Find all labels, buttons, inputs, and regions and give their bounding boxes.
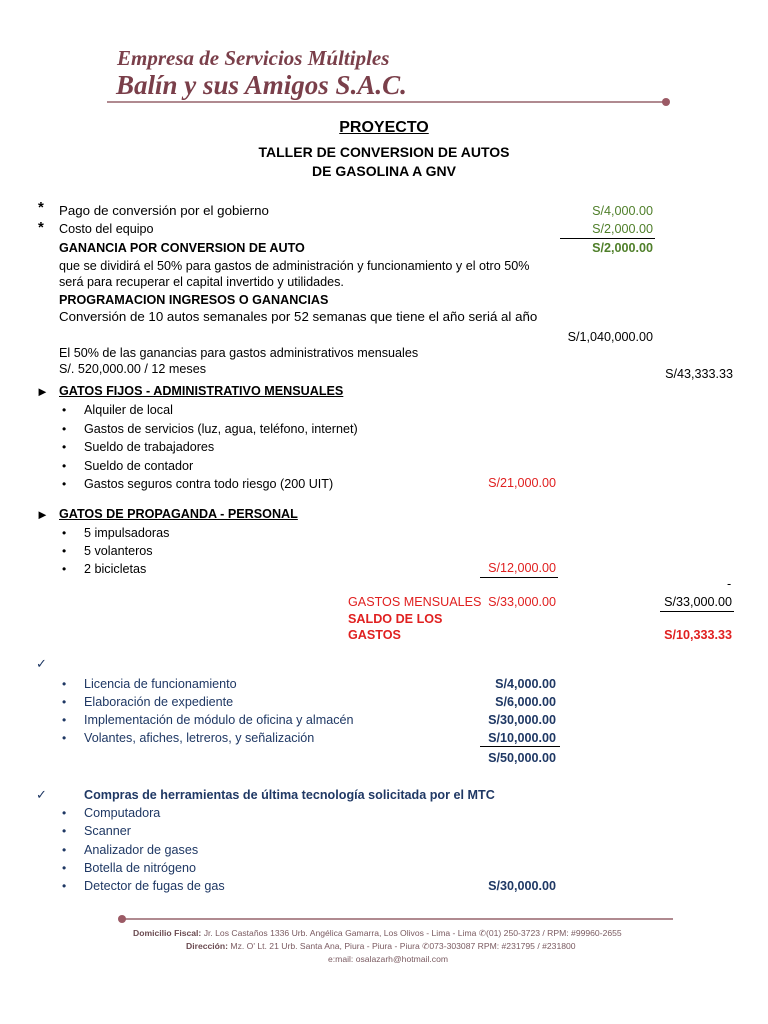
footer-domicilio bbox=[133, 928, 622, 939]
gastos-fijos-total: S/21,000.00 bbox=[488, 476, 556, 490]
inversion-total: S/50,000.00 bbox=[488, 751, 556, 765]
inversion-item-value: S/30,000.00 bbox=[488, 713, 556, 727]
gastos-mensuales-right: S/33,000.00 bbox=[664, 595, 732, 609]
bullet-icon: • bbox=[62, 440, 67, 454]
gastos-propaganda-item: 2 bicicletas bbox=[84, 562, 147, 576]
bullet-icon: • bbox=[62, 713, 67, 727]
ganancia-value: S/2,000.00 bbox=[592, 241, 653, 255]
gastos-right-underline bbox=[660, 611, 734, 612]
footer-direccion-label: Dirección: bbox=[186, 941, 229, 951]
ganancia-label: GANANCIA POR CONVERSION DE AUTO bbox=[59, 241, 305, 255]
ganancia-text-1: que se dividirá el 50% para gastos de administración y funcionamiento y el otro 50% bbox=[59, 259, 530, 273]
gastos-fijos-item: Gastos de servicios (luz, agua, teléfono, internet) bbox=[84, 421, 358, 436]
inversion-item-label: Elaboración de expediente bbox=[84, 695, 234, 709]
saldo-value: S/10,333.33 bbox=[664, 628, 732, 642]
bullet-icon: • bbox=[62, 879, 67, 894]
gastos-propaganda-item: 5 impulsadoras bbox=[84, 526, 170, 540]
mitad-value: S/43,333.33 bbox=[665, 367, 733, 381]
gastos-fijos-item: Sueldo de trabajadores bbox=[84, 440, 215, 454]
programacion-label: PROGRAMACION INGRESOS O GANANCIAS bbox=[59, 293, 329, 307]
saldo-label-1: SALDO DE LOS bbox=[348, 612, 443, 626]
costo-label: Costo del equipo bbox=[59, 222, 154, 236]
bullet-icon: • bbox=[62, 477, 67, 491]
gastos-fijos-item: Gastos seguros contra todo riesgo (200 UIT) bbox=[84, 477, 334, 491]
check-icon: ✓ bbox=[36, 787, 47, 802]
costo-underline bbox=[560, 238, 655, 239]
mitad-text: El 50% de las ganancias para gastos administrativos mensuales bbox=[59, 346, 419, 360]
compras-item: Botella de nitrógeno bbox=[84, 860, 197, 875]
bullet-icon: • bbox=[62, 695, 67, 709]
inversion-item-value: S/10,000.00 bbox=[488, 731, 556, 745]
bullet-icon: • bbox=[62, 824, 67, 839]
gastos-propaganda-item: 5 volanteros bbox=[84, 544, 153, 558]
mitad-calc: S/. 520,000.00 / 12 meses bbox=[59, 362, 207, 376]
dash-mark: - bbox=[727, 577, 732, 591]
header-rule bbox=[107, 101, 665, 103]
pago-value: S/4,000.00 bbox=[592, 204, 653, 218]
gastos-propaganda-total: S/12,000.00 bbox=[488, 561, 556, 575]
arrow-marker: ► bbox=[36, 507, 49, 522]
gastos-mensuales-label: GASTOS MENSUALES bbox=[348, 595, 482, 609]
star-marker: * bbox=[38, 199, 44, 216]
bullet-icon: • bbox=[62, 860, 67, 875]
saldo-label-2: GASTOS bbox=[348, 628, 401, 642]
bullet-icon: • bbox=[62, 458, 67, 473]
propaganda-underline bbox=[480, 577, 558, 578]
footer-rule-dot bbox=[118, 915, 126, 923]
compras-item: Analizador de gases bbox=[84, 842, 199, 857]
bullet-icon: • bbox=[62, 403, 67, 417]
footer-direccion-text: Mz. O' Lt. 21 Urb. Santa Ana, Piura - Piura - Piura bbox=[230, 941, 420, 951]
pago-label: Pago de conversión por el gobierno bbox=[59, 203, 269, 218]
gastos-fijos-item: Sueldo de contador bbox=[84, 458, 194, 473]
bullet-icon: • bbox=[62, 562, 67, 576]
footer-direccion bbox=[186, 941, 576, 952]
inversion-item-label: Volantes, afiches, letreros, y señalización bbox=[84, 731, 315, 745]
header-rule-dot bbox=[662, 98, 670, 106]
company-subtitle: Empresa de Servicios Múltiples bbox=[117, 46, 390, 70]
page-subtitle-1: TALLER DE CONVERSION DE AUTOS bbox=[258, 144, 510, 160]
page-subtitle-2: DE GASOLINA A GNV bbox=[312, 163, 456, 179]
page-title: PROYECTO bbox=[339, 119, 429, 136]
footer-phone-2: ✆073-303087 RPM: #231795 / #231800 bbox=[422, 941, 576, 951]
star-marker: * bbox=[38, 219, 44, 236]
inversion-item-value: S/4,000.00 bbox=[495, 677, 556, 691]
costo-value: S/2,000.00 bbox=[592, 222, 653, 236]
gastos-fijos-title: GATOS FIJOS - ADMINISTRATIVO MENSUALES bbox=[59, 384, 344, 398]
programacion-text: Conversión de 10 autos semanales por 52 semanas que tiene el año seriá al año bbox=[59, 309, 538, 324]
gastos-mensuales-value: S/33,000.00 bbox=[488, 595, 556, 609]
footer-domicilio-label: Domicilio Fiscal: bbox=[133, 928, 202, 938]
footer-email: e:mail: osalazarh@hotmail.com bbox=[328, 954, 449, 964]
bullet-icon: • bbox=[62, 731, 67, 745]
gastos-propaganda-title: GATOS DE PROPAGANDA - PERSONAL bbox=[59, 507, 298, 521]
arrow-marker: ► bbox=[36, 384, 49, 399]
inversion-item-label: Licencia de funcionamiento bbox=[84, 677, 237, 691]
check-icon: ✓ bbox=[36, 656, 47, 671]
bullet-icon: • bbox=[62, 544, 67, 558]
bullet-icon: • bbox=[62, 677, 67, 691]
footer-phone-1: ✆(01) 250-3723 / RPM: #99960-2655 bbox=[478, 928, 622, 938]
gastos-fijos-item: Alquiler de local bbox=[84, 403, 173, 417]
footer-rule bbox=[121, 918, 673, 920]
company-name: Balín y sus Amigos S.A.C. bbox=[116, 70, 407, 100]
compras-item: Detector de fugas de gas bbox=[84, 879, 225, 894]
bullet-icon: • bbox=[62, 421, 67, 436]
inversion-item-value: S/6,000.00 bbox=[495, 695, 556, 709]
inversion-underline bbox=[480, 746, 560, 747]
footer-domicilio-text: Jr. Los Castaños 1336 Urb. Angélica Gamarra, Los Olivos - Lima - Lima bbox=[203, 928, 477, 938]
compras-title: Compras de herramientas de última tecnología solicitada por el MTC bbox=[84, 788, 495, 802]
bullet-icon: • bbox=[62, 842, 67, 857]
bullet-icon: • bbox=[62, 526, 67, 540]
compras-total: S/30,000.00 bbox=[488, 879, 556, 893]
bullet-icon: • bbox=[62, 806, 67, 820]
compras-item: Scanner bbox=[84, 824, 131, 839]
compras-item: Computadora bbox=[84, 806, 161, 820]
ganancia-text-2: será para recuperar el capital invertido y utilidades. bbox=[59, 275, 344, 289]
inversion-item-label: Implementación de módulo de oficina y almacén bbox=[84, 713, 354, 727]
programacion-value: S/1,040,000.00 bbox=[567, 330, 653, 344]
